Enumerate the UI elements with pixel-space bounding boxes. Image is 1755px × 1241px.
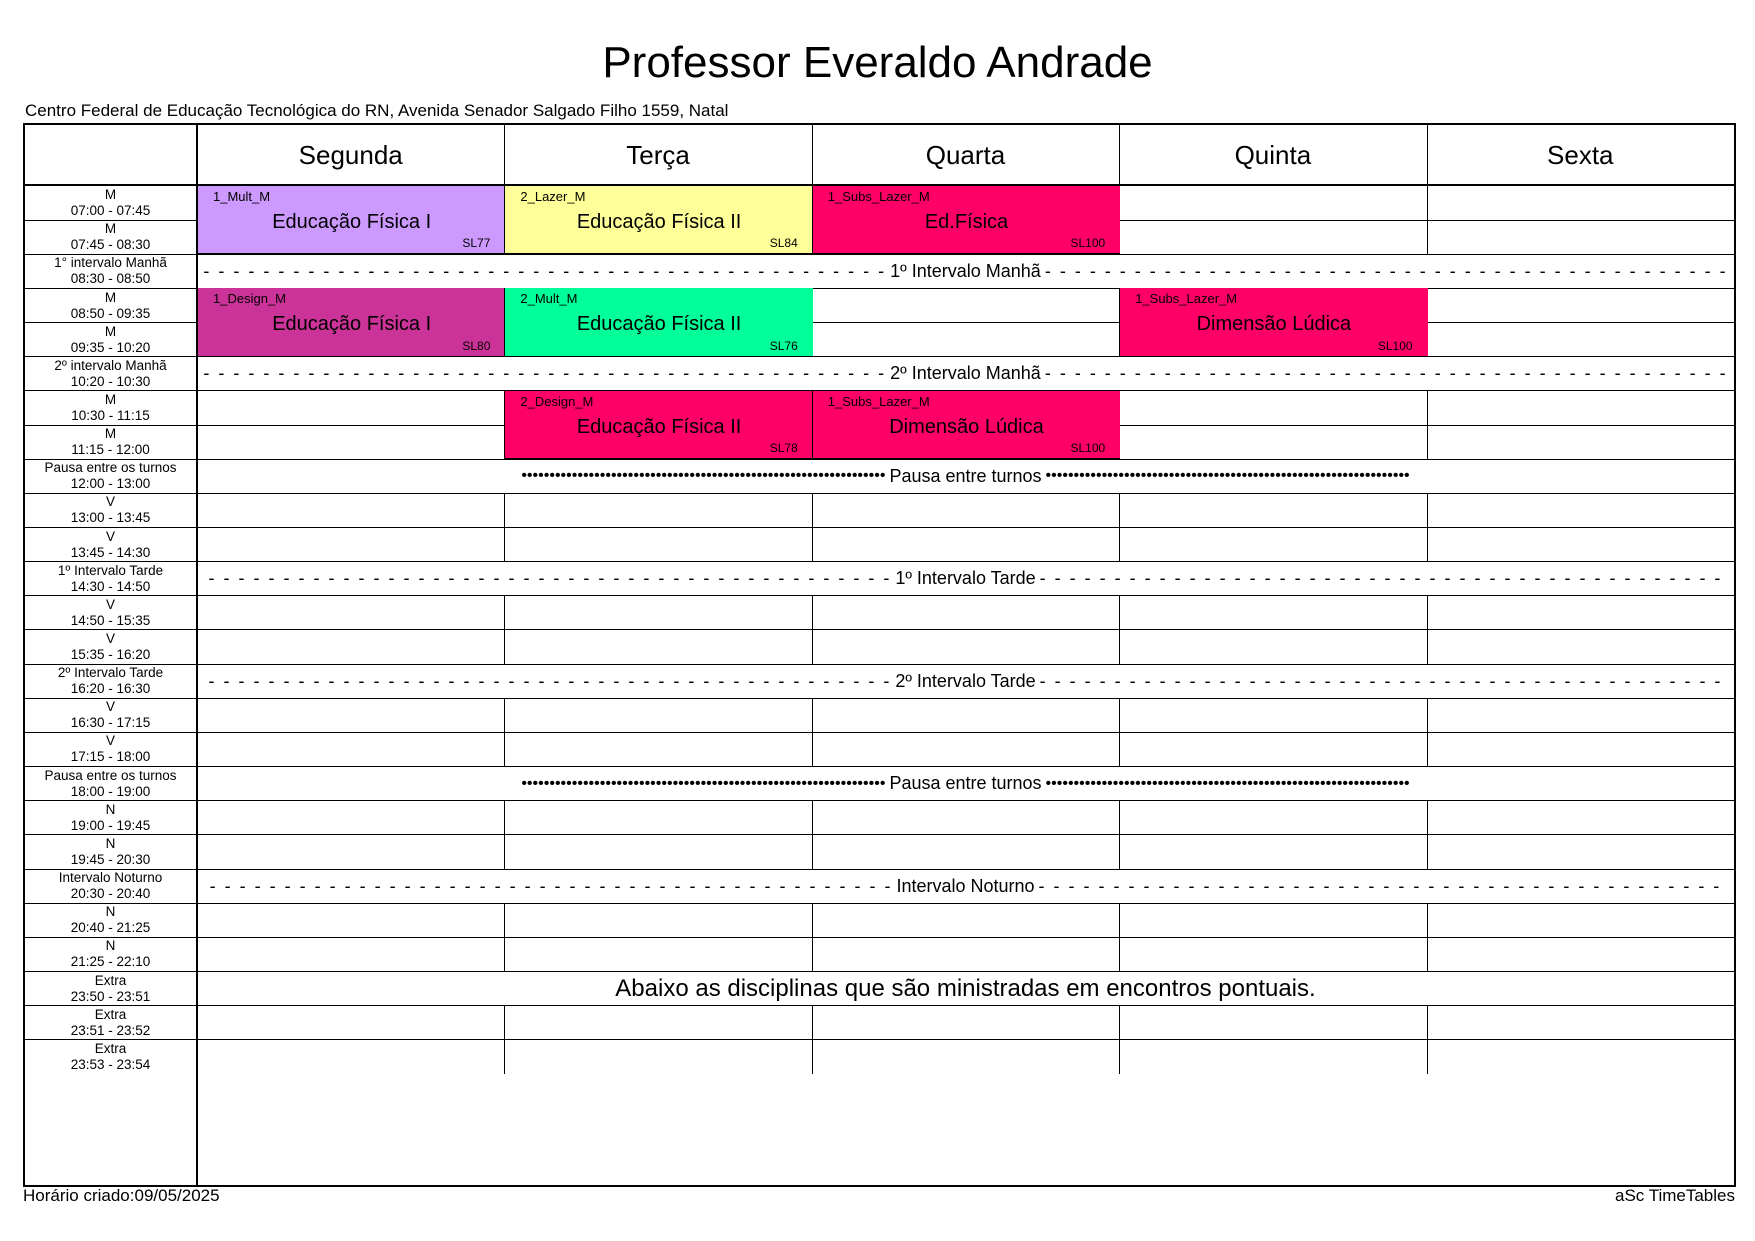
period-name: V [105,699,115,715]
break-label: 1º Intervalo Manhã [890,260,1041,281]
break-filler: ••••••••••••••••••••••••••••••••••••••••••••••••••••••••••••••••• [1045,467,1410,485]
period-time: 16:20 - 16:30 [70,681,151,697]
period-name: N [105,938,116,954]
empty-slot[interactable] [504,1040,811,1074]
lesson-group: 1_Design_M [213,291,286,307]
empty-slot[interactable] [1427,835,1734,869]
page-title: Professor Everaldo Andrade [602,38,1153,87]
empty-slot[interactable] [197,732,504,766]
empty-slot[interactable] [1119,186,1426,220]
empty-slot[interactable] [1119,903,1426,937]
day-column-divider [504,125,505,186]
lesson-subject: Educação Física II [576,415,742,438]
day-header: Quarta [925,140,1006,170]
lesson-subject: Educação Física I [272,313,432,336]
break-filler: - - - - - - - - - - - - - - - - - - - - - - - - - - - - - - - - - - - - - - - - - - - - - - [1044,363,1728,384]
empty-slot[interactable] [1427,425,1734,459]
break-row [197,562,1734,596]
empty-slot[interactable] [197,698,504,732]
period-name: V [105,733,115,749]
break-filler: - - - - - - - - - - - - - - - - - - - - - - - - - - - - - - - - - - - - - - - - - - - - - - [1044,260,1728,281]
empty-slot[interactable] [197,425,504,459]
lesson-room: SL100 [1377,338,1413,353]
period-label [25,323,196,357]
empty-slot[interactable] [812,801,1119,835]
empty-slot[interactable] [812,903,1119,937]
break-label: 2º Intervalo Tarde [895,670,1036,691]
period-time: 14:50 - 15:35 [70,612,151,628]
period-name: M [104,289,117,305]
period-time: 16:30 - 17:15 [70,715,151,731]
lesson-subject: Dimensão Lúdica [889,415,1044,438]
empty-slot[interactable] [197,1040,504,1074]
break-filler: ••••••••••••••••••••••••••••••••••••••••••••••••••••••••••••••••• [1045,774,1410,792]
empty-slot[interactable] [1427,528,1734,562]
period-name: N [105,801,116,817]
period-time: 11:15 - 12:00 [71,442,150,458]
day-header: Quinta [1234,140,1312,170]
period-name: 2º Intervalo Tarde [57,665,164,681]
period-label [25,562,196,596]
empty-slot[interactable] [1427,630,1734,664]
empty-slot[interactable] [1119,1040,1426,1074]
empty-slot[interactable] [812,596,1119,630]
period-time: 08:30 - 08:50 [70,271,151,287]
break-row [197,767,1734,801]
period-time: 07:45 - 08:30 [70,237,151,253]
period-name: Pausa entre os turnos [44,460,177,476]
empty-slot[interactable] [1119,220,1426,254]
empty-slot[interactable] [197,493,504,527]
empty-slot[interactable] [812,1040,1119,1074]
period-name: Extra [94,1006,127,1022]
empty-slot[interactable] [504,903,811,937]
empty-slot[interactable] [1119,391,1426,425]
empty-slot[interactable] [1119,732,1426,766]
period-label [25,1040,196,1074]
break-row [197,459,1734,493]
period-label [25,528,196,562]
empty-slot[interactable] [197,937,504,971]
break-label: Intervalo Noturno [896,875,1035,896]
lesson-card[interactable] [812,391,1120,459]
period-name: M [104,221,117,237]
period-name: N [105,835,116,851]
period-label [25,186,196,220]
lesson-room: SL78 [769,441,798,456]
empty-slot[interactable] [504,937,811,971]
period-time: 10:30 - 11:15 [71,407,150,423]
empty-slot[interactable] [1427,288,1734,322]
break-row [197,664,1734,698]
empty-slot[interactable] [504,835,811,869]
created-date: Horário criado:09/05/2025 [23,1186,220,1205]
empty-slot[interactable] [812,493,1119,527]
period-label [25,288,196,322]
empty-slot[interactable] [1427,186,1734,220]
empty-slot[interactable] [1427,220,1734,254]
period-label [25,869,196,903]
period-name: 2º intervalo Manhã [54,357,167,373]
empty-slot[interactable] [1427,732,1734,766]
empty-slot[interactable] [1119,493,1426,527]
day-column-divider [1119,125,1120,186]
break-filler: - - - - - - - - - - - - - - - - - - - - - - - - - - - - - - - - - - - - - - - - - - - - - - [1039,670,1723,691]
empty-slot[interactable] [812,698,1119,732]
break-filler: - - - - - - - - - - - - - - - - - - - - - - - - - - - - - - - - - - - - - - - - - - - - - - [208,568,892,589]
empty-slot[interactable] [504,528,811,562]
period-label [25,357,196,391]
empty-slot[interactable] [197,528,504,562]
extra-lessons-note: Abaixo as disciplinas que são ministradas em encontros pontuais. [615,974,1316,1002]
lesson-group: 1_Subs_Lazer_M [827,189,930,204]
lesson-subject: Ed.Física [924,211,1009,233]
empty-slot[interactable] [197,835,504,869]
empty-slot[interactable] [1427,698,1734,732]
period-time: 08:50 - 09:35 [70,305,151,321]
period-time: 10:20 - 10:30 [70,373,151,389]
lesson-subject: Educação Física II [576,211,742,233]
break-filler: - - - - - - - - - - - - - - - - - - - - - - - - - - - - - - - - - - - - - - - - - - - - - - [1038,875,1722,896]
period-label [25,220,196,254]
period-name: M [104,187,117,203]
period-label [25,596,196,630]
period-label [25,459,196,493]
empty-slot[interactable] [812,835,1119,869]
period-time: 15:35 - 16:20 [70,647,151,662]
period-label [25,664,196,698]
break-filler: - - - - - - - - - - - - - - - - - - - - - - - - - - - - - - - - - - - - - - - - - - - - - - [1039,568,1723,589]
period-name: V [105,528,115,544]
lesson-card[interactable] [504,391,812,459]
lesson-group: 2_Design_M [520,393,594,409]
period-label [25,732,196,766]
day-header: Terça [626,140,690,170]
break-label: Pausa entre turnos [889,773,1042,794]
break-row [197,254,1734,288]
lesson-card[interactable] [812,186,1120,254]
empty-slot[interactable] [812,1006,1119,1040]
empty-slot[interactable] [1119,1006,1426,1040]
period-name: M [104,323,117,339]
empty-slot[interactable] [1119,835,1426,869]
period-label [25,1006,196,1040]
day-column-divider [812,125,813,186]
empty-slot[interactable] [1427,903,1734,937]
empty-slot[interactable] [1119,528,1426,562]
empty-slot[interactable] [504,596,811,630]
period-time: 13:00 - 13:45 [70,510,151,526]
break-filler: - - - - - - - - - - - - - - - - - - - - - - - - - - - - - - - - - - - - - - - - - - - - - - [203,363,887,384]
lesson-card[interactable] [197,186,505,254]
empty-slot[interactable] [1119,596,1426,630]
period-label [25,903,196,937]
period-label [25,425,196,459]
empty-slot[interactable] [504,1006,811,1040]
period-label [25,493,196,527]
lesson-room: SL80 [462,338,491,353]
period-time: 12:00 - 13:00 [70,476,151,492]
period-time: 18:00 - 19:00 [70,783,151,799]
lesson-room: SL84 [769,236,798,251]
period-label [25,971,196,1005]
period-time: 13:45 - 14:30 [70,544,151,560]
period-time: 23:53 - 23:54 [70,1056,151,1072]
empty-slot[interactable] [197,801,504,835]
lesson-card[interactable] [197,288,505,356]
period-time: 19:00 - 19:45 [70,817,151,833]
period-label [25,801,196,835]
period-name: V [105,631,115,646]
period-time: 07:00 - 07:45 [70,203,151,219]
period-time: 21:25 - 22:10 [70,954,151,970]
empty-slot[interactable] [1427,801,1734,835]
empty-slot[interactable] [197,630,504,664]
lesson-subject: Educação Física II [576,313,742,336]
period-name: Pausa entre os turnos [44,767,177,783]
day-column-divider [1427,125,1428,186]
empty-slot[interactable] [1119,698,1426,732]
lesson-group: 1_Subs_Lazer_M [1135,291,1238,307]
period-time: 23:51 - 23:52 [70,1022,151,1038]
period-time: 09:35 - 10:20 [70,339,151,355]
lesson-subject: Educação Física I [272,211,432,233]
label-column-divider [196,125,198,1185]
break-filler: ••••••••••••••••••••••••••••••••••••••••••••••••••••••••••••••••• [521,467,886,485]
period-time: 23:50 - 23:51 [70,988,151,1004]
empty-slot[interactable] [1427,1006,1734,1040]
empty-slot[interactable] [1119,801,1426,835]
period-label [25,254,196,288]
empty-slot[interactable] [1427,391,1734,425]
period-time: 20:40 - 21:25 [70,920,151,936]
empty-slot[interactable] [504,493,811,527]
period-name: 1º Intervalo Tarde [57,562,164,578]
period-time: 19:45 - 20:30 [70,851,151,867]
timetable-grid [23,123,1736,1187]
lesson-card[interactable] [1119,288,1427,356]
period-label [25,835,196,869]
lesson-group: 2_Lazer_M [520,189,586,204]
empty-slot[interactable] [504,801,811,835]
empty-slot[interactable] [812,288,1119,322]
break-label: Pausa entre turnos [889,465,1042,486]
period-name: M [104,391,117,407]
lesson-card[interactable] [504,186,812,254]
empty-slot[interactable] [1427,1040,1734,1074]
empty-slot[interactable] [1427,493,1734,527]
period-time: 17:15 - 18:00 [70,749,151,765]
break-row [197,869,1734,903]
empty-slot[interactable] [1119,937,1426,971]
period-label [25,698,196,732]
period-name: Extra [94,1040,127,1056]
lesson-room: SL100 [1070,236,1106,251]
period-time: 20:30 - 20:40 [70,886,151,902]
empty-slot[interactable] [1427,937,1734,971]
period-name: Intervalo Noturno [58,870,163,886]
empty-slot[interactable] [812,732,1119,766]
lesson-group: 1_Subs_Lazer_M [827,393,930,409]
lesson-subject: Dimensão Lúdica [1196,313,1352,336]
period-label [25,937,196,971]
empty-slot[interactable] [812,630,1119,664]
empty-slot[interactable] [812,528,1119,562]
empty-slot[interactable] [1427,596,1734,630]
lesson-room: SL76 [769,338,798,353]
empty-slot[interactable] [504,630,811,664]
day-header: Segunda [298,140,403,170]
empty-slot[interactable] [1119,425,1426,459]
day-header: Sexta [1547,140,1614,170]
empty-slot[interactable] [504,698,811,732]
break-filler: ••••••••••••••••••••••••••••••••••••••••••••••••••••••••••••••••• [521,774,886,792]
empty-slot[interactable] [197,903,504,937]
period-name: V [105,596,115,612]
break-filler: - - - - - - - - - - - - - - - - - - - - - - - - - - - - - - - - - - - - - - - - - - - - - - [208,670,892,691]
school-address: Centro Federal de Educação Tecnológica do RN, Avenida Senador Salgado Filho 1559, Natal [25,101,729,120]
break-filler: - - - - - - - - - - - - - - - - - - - - - - - - - - - - - - - - - - - - - - - - - - - - - - [209,875,893,896]
lesson-card[interactable] [504,288,812,356]
empty-slot[interactable] [1119,630,1426,664]
period-name: N [105,904,116,920]
lesson-group: 2_Mult_M [520,291,578,307]
period-label [25,391,196,425]
break-label: 2º Intervalo Manhã [890,363,1041,384]
lesson-room: SL77 [462,236,491,251]
period-name: V [105,494,115,510]
empty-slot[interactable] [197,391,504,425]
empty-slot[interactable] [504,732,811,766]
break-row [197,357,1734,391]
period-label [25,630,196,664]
empty-slot[interactable] [812,323,1119,357]
software-credit: aSc TimeTables [1615,1186,1735,1205]
period-name: M [104,426,117,442]
period-name: Extra [94,972,127,988]
lesson-group: 1_Mult_M [213,189,271,204]
period-name: 1° intervalo Manhã [54,255,167,271]
empty-slot[interactable] [812,937,1119,971]
lesson-room: SL100 [1070,441,1106,456]
break-filler: - - - - - - - - - - - - - - - - - - - - - - - - - - - - - - - - - - - - - - - - - - - - - - [203,260,887,281]
break-label: 1º Intervalo Tarde [895,568,1036,589]
period-label [25,767,196,801]
period-time: 14:30 - 14:50 [70,578,151,594]
empty-slot[interactable] [1427,323,1734,357]
empty-slot[interactable] [197,596,504,630]
empty-slot[interactable] [197,1006,504,1040]
